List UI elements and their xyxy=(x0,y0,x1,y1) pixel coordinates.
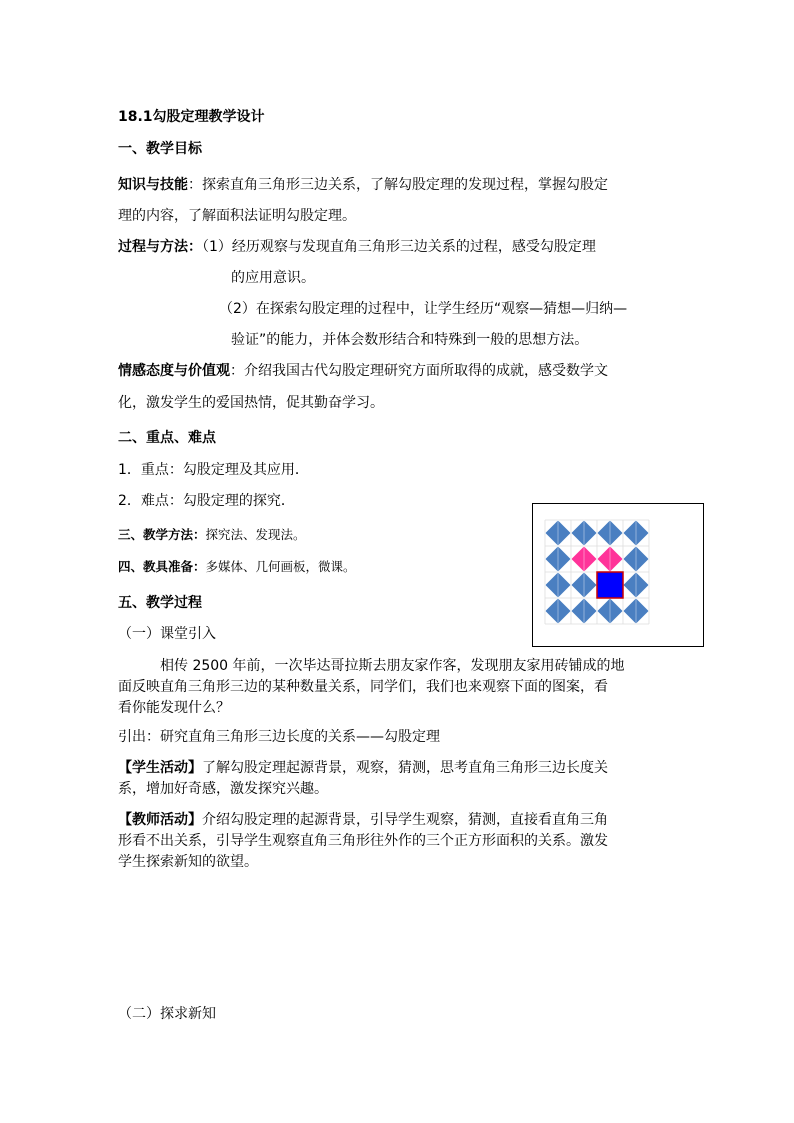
knowledge-text-1: ：探索直角三角形三边关系，了解勾股定理的发现过程，掌握勾股定 xyxy=(188,177,608,193)
section5-heading: 五、教学过程 xyxy=(118,595,202,611)
process-line-2b: 验证”的能力，并体会数形结合和特殊到一般的思想方法。 xyxy=(231,332,589,348)
emotion-text-1: ：介绍我国古代勾股定理研究方面所取得的成就，感受数学文 xyxy=(230,363,608,379)
teacher-activity-line-3: 学生探索新知的欲望。 xyxy=(118,854,258,870)
difficult-point: 2．难点：勾股定理的探究． xyxy=(118,493,295,509)
student-activity-text-1: 了解勾股定理起源背景，观察，猜测，思考直角三角形三边长度关 xyxy=(202,760,608,776)
method-text: 探究法、发现法。 xyxy=(205,527,306,542)
section1-heading: 一、教学目标 xyxy=(118,141,202,157)
tools-label: 四、教具准备： xyxy=(118,559,206,574)
emotion-line-1 xyxy=(118,361,608,381)
intro-para-line-2: 面反映直角三角形三边的某种数量关系，同学们，我们也来观察下面的图案，看 xyxy=(118,679,608,695)
key-point: 1．重点：勾股定理及其应用． xyxy=(118,462,309,478)
process-line-2a: （2）在探索勾股定理的过程中，让学生经历“观察—猜想—归纳— xyxy=(219,301,628,317)
intro-para-line-3: 看你能发现什么？ xyxy=(118,700,230,716)
subsection-intro: （一）课堂引入 xyxy=(118,626,216,642)
lead-line: 引出：研究直角三角形三边长度的关系——勾股定理 xyxy=(118,729,440,745)
tile-pattern-figure xyxy=(532,503,704,647)
teaching-tools xyxy=(118,557,356,577)
teaching-method xyxy=(118,525,306,545)
teacher-activity-line-1 xyxy=(118,810,608,830)
emotion-line-2: 化，激发学生的爱国热情，促其勤奋学习。 xyxy=(118,395,384,411)
teacher-activity-line-2: 形看不出关系，引导学生观察直角三角形往外作的三个正方形面积的关系。激发 xyxy=(118,833,608,849)
knowledge-line-2: 理的内容，了解面积法证明勾股定理。 xyxy=(118,208,356,224)
student-activity-label: 【学生活动】 xyxy=(118,760,202,776)
doc-title: 18.1勾股定理教学设计 xyxy=(118,109,265,125)
blue-square xyxy=(597,572,623,598)
teacher-activity-label: 【教师活动】 xyxy=(118,812,202,828)
subsection-explore: （二）探求新知 xyxy=(118,1006,216,1022)
process-text-1a: （1）经历观察与发现直角三角形三边关系的过程，感受勾股定理 xyxy=(202,239,596,255)
tile-pattern-svg xyxy=(533,504,703,646)
teacher-activity-text-1: 介绍勾股定理的起源背景，引导学生观察，猜测，直接看直角三角 xyxy=(202,812,608,828)
tools-text: 多媒体、几何画板，微课。 xyxy=(205,559,356,574)
section2-heading: 二、重点、难点 xyxy=(118,430,216,446)
knowledge-label: 知识与技能 xyxy=(118,177,188,193)
intro-para-line-1: 相传 2500 年前，一次毕达哥拉斯去朋友家作客，发现朋友家用砖铺成的地 xyxy=(160,658,625,674)
emotion-label: 情感态度与价值观 xyxy=(118,363,230,379)
process-line-1b: 的应用意识。 xyxy=(231,270,315,286)
student-activity-line-2: 系，增加好奇感，激发探究兴趣。 xyxy=(118,781,328,797)
process-label: 过程与方法： xyxy=(118,239,202,255)
knowledge-line-1 xyxy=(118,175,608,195)
process-line-1 xyxy=(118,237,596,257)
method-label: 三、教学方法： xyxy=(118,527,206,542)
student-activity-line-1 xyxy=(118,758,608,778)
